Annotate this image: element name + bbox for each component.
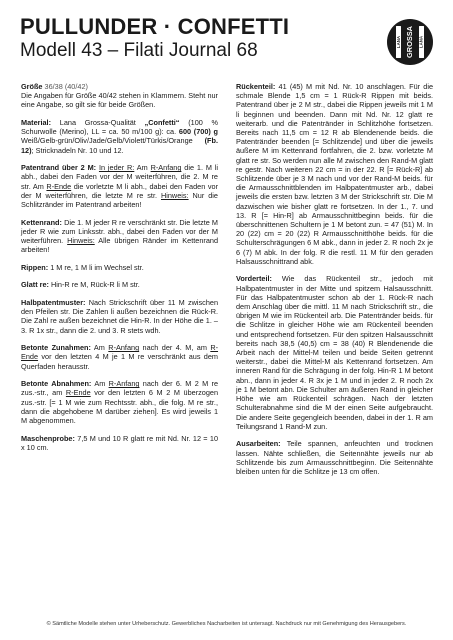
section-kettenrand: [21, 218, 218, 255]
patent-text-4: Nur die Schlitzränder im Patentrand arbeiten!: [21, 190, 218, 210]
heading-patentrand: Patentrand über 2 M:: [21, 163, 97, 173]
halbpatent-text: Nach Strickschrift über 11 M zwischen den Pfeilen str. Die Zahlen li außen bezeichnen die Rück-R. Die Zahl re außen bezeichnet die Hin-R. In der Höhe die 1. – 3. R 1x str., dann die 2. und 3. R stets wdh.: [21, 298, 218, 335]
heading-material: Material:: [21, 118, 52, 127]
heading-glatt-re: Glatt re:: [21, 280, 49, 290]
right-column: [236, 82, 433, 485]
svg-text:GROSSA: GROSSA: [404, 25, 414, 59]
zun-text-3: vor den letzten 4 M je 1 M re verschränkt aus dem Querfaden herausstr.: [21, 352, 218, 371]
patent-text-1: Am: [136, 163, 148, 173]
material-amount: 600 (700) g: [178, 127, 219, 137]
patent-r-ende: R-Ende: [46, 181, 72, 191]
zun-r-ende: R-Ende: [21, 343, 219, 362]
patent-hinweis: Hinweis:: [160, 190, 189, 200]
left-column: [21, 82, 218, 460]
section-rueckenteil: [236, 82, 433, 266]
lana-grossa-logo: [386, 18, 434, 66]
glatt-text: Hin-R re M, Rück-R li M str.: [51, 280, 140, 290]
material-needles: ; Stricknadeln Nr. 10 und 12.: [31, 145, 124, 155]
groesse-text: Die Angaben für Größe 40/42 stehen in Klammern. Steht nur eine Angabe, so gilt sie für beide Größen.: [21, 91, 218, 110]
rippen-text: 1 M re, 1 M li im Wechsel str.: [50, 262, 144, 272]
heading-zunahmen: Betonte Zunahmen:: [21, 343, 91, 353]
heading-kettenrand: Kettenrand:: [21, 217, 62, 227]
ketten-text-2: Alle übrigen Ränder im Kettenrand arbeiten!: [21, 236, 218, 255]
abn-r-ende: R-Ende: [65, 388, 91, 398]
section-patentrand: [21, 163, 218, 209]
section-material: [21, 118, 218, 155]
copyright-footer: © Sämtliche Modelle stehen unter Urheberschutz. Gewerbliches Nacharbeiten ist untersagt. Nachdruck nur mit Genehmigung des Herausgebers.: [46, 621, 407, 627]
section-abnahmen: [21, 379, 218, 425]
abn-r-anfang: R-Anfang: [108, 379, 140, 389]
section-glatt-re: [21, 280, 218, 289]
heading-abnahmen: Betonte Abnahmen:: [21, 379, 92, 389]
document-subtitle: Modell 43 – Filati Journal 68: [20, 40, 258, 61]
patent-text-3: die vorletzte M li abh., dabei den Faden vor der M weiterführen, die letzte M re str.: [21, 181, 218, 200]
material-text-2: (100 % Schurwolle (Merino), LL = ca. 50 m/100 g): ca.: [21, 118, 219, 137]
heading-maschenprobe: Maschenprobe:: [21, 433, 75, 443]
heading-groesse: Größe: [21, 82, 43, 91]
svg-text:LANA: LANA: [418, 35, 424, 49]
heading-halbpatent: Halbpatentmuster:: [21, 298, 86, 307]
heading-rippen: Rippen:: [21, 262, 49, 272]
heading-rueckenteil: Rückenteil:: [236, 82, 276, 91]
rueckenteil-text: 41 (45) M mit Nd. Nr. 10 anschlagen. Für die schmale Blende 1,5 cm = 1 Rück-R Rippen mit beids. Patentrand über je 2 M str., dabei die Rippen jeweils mit 1 M li beginnen und beenden. Dann mit Nd. Nr. 12 glatt re weiterarb. und die Patentränder in Schlitzhöhe fortsetzen. Bereits nach 11,5 cm = 12 R ab Blendenende beids. die Patentränder beenden [= Schlitzende] und über die jeweils äußere M im Kettenrand fortfahren, die 2. bzw. vorletzte M glatt re str. So werden nun alle M zwischen den Rand-M glatt re gestr. Nach weiteren 22 cm = in der 22. R [= Rück-R] ab Schlitzende über je 3 M nach und vor der Rand-M beids. für die Armausschnittblenden im Halbpatentmuster arb., dabei jeweils die ersten bzw. letzten 3 M der Strickschrift str. Die M dazwischen wie bisher glatt re fortsetzen. In der 1., 7. und 13. R [= Hin-R] ab Armausschnittbeginn beids. für die überschnittenen Schultern je 1 M betont zun. = 47 (51) M. In 20 (22) cm = 20 (22) R Armausschnitthöhe beids. für die Schulterschrägungen 6 M abk., dann in jeder 2. R noch 2x je 6 (7) M abk. In der folg. R die restl. 11 M für den geraden Halsausschnittrand abk.: [236, 82, 433, 266]
ausarbeiten-text: Teile spannen, anfeuchten und trocknen lassen. Nähte schließen, die Seitennähte jeweils nur ab Schlitzende bis zum Armausschnittbeginn. Die Seitennähte bleiben unten für die Schlitze je 13 cm offen.: [236, 439, 433, 476]
vorderteil-text: Wie das Rückenteil str., jedoch mit Halbpatentmuster in der Mitte und spitzem Halsausschnitt. Für das Halbpatentmuster schon ab der 1. Rück-R nach dem Anschlag über die mittl. 11 M nach Strickschrift str., die übrigen M wie im Rückenteil arb. Die Patentränder beids. für die Schlitze in gleicher Höhe wie am Rückenteil beenden und entsprechend fortsetzen. Für den spitzen Halsausschnitt bereits nach 38,5 (40,5) cm = 38 (40) R Blendenende die Arbeit nach der Mittel-M teilen und beide Seiten getrennt weiterstr., dabei die Mittel-M als Kettenrand fortsetzen. Am inneren Rand für die Schrägung in der folg. Hin-R 1 M betont abn., dann in jeder 4. R 3x je 1 M und in jeder 2. R noch 2x je 1 M betont abn. Die Schulter am äußeren Rand in gleicher Höhe wie am Rückenteil schrägen. Nach der letzten Schulterabnahme sind die M der einen Seite aufgebraucht. Die andere Seite gegengleich beenden, dabei in der 1. R am Teilungsrand 1 Rand-M zun.: [236, 274, 433, 431]
ketten-text-1: Die 1. M jeder R re verschränkt str. Die letzte M jeder R wie zum Linksstr. abh., dabei den Faden vor der M weiterführen.: [21, 217, 219, 246]
zun-text-1: Am: [93, 343, 105, 353]
abn-text-1: Am: [94, 379, 106, 389]
material-quality: „Confetti“: [144, 118, 180, 127]
patent-in-jeder-r: In jeder R:: [98, 163, 135, 173]
section-groesse: [21, 82, 218, 110]
zun-text-2: nach der 4. M, am: [142, 343, 207, 353]
size-values: 36/38 (40/42): [44, 82, 88, 91]
section-halbpatent: [21, 298, 218, 335]
document-title: PULLUNDER · CONFETTI: [20, 14, 290, 39]
patent-r-anfang: R-Anfang: [150, 163, 182, 173]
section-rippen: [21, 263, 218, 272]
material-colors: Weiß/Gelb-grün/Oliv/Jade/Gelb/Violett/Türkis/Orange: [21, 136, 193, 146]
maschenprobe-text: 7,5 M und 10 R glatt re mit Nd. Nr. 12 = 10 x 10 cm.: [21, 433, 219, 452]
material-text-1: Lana Grossa-Qualität: [59, 118, 136, 127]
svg-text:LANA: LANA: [395, 35, 401, 49]
material-color-number: (Fb. 12): [21, 136, 218, 155]
section-zunahmen: [21, 343, 218, 371]
section-ausarbeiten: [236, 439, 433, 476]
abn-text-3: vor den letzten 6 M 2 M überzogen zus.-str. [= 1 M wie zum Rechtsstr. abh., die folg. M re str., dann die abgehobene M darüber ziehen]. Es wird jeweils 1 M abgenommen.: [21, 388, 219, 426]
zun-r-anfang: R-Anfang: [108, 343, 140, 353]
heading-ausarbeiten: Ausarbeiten:: [236, 439, 281, 449]
heading-vorderteil: Vorderteil:: [236, 274, 272, 284]
patent-text-2: die 1. M li abh., dabei den Faden vor der M weiterführen, die 2. M re str. Am: [21, 163, 219, 191]
abn-text-2: nach der 6. M 2 M re zus.-str., am: [21, 379, 219, 398]
section-vorderteil: [236, 274, 433, 430]
section-maschenprobe: [21, 434, 218, 452]
ketten-hinweis: Hinweis:: [67, 236, 95, 246]
